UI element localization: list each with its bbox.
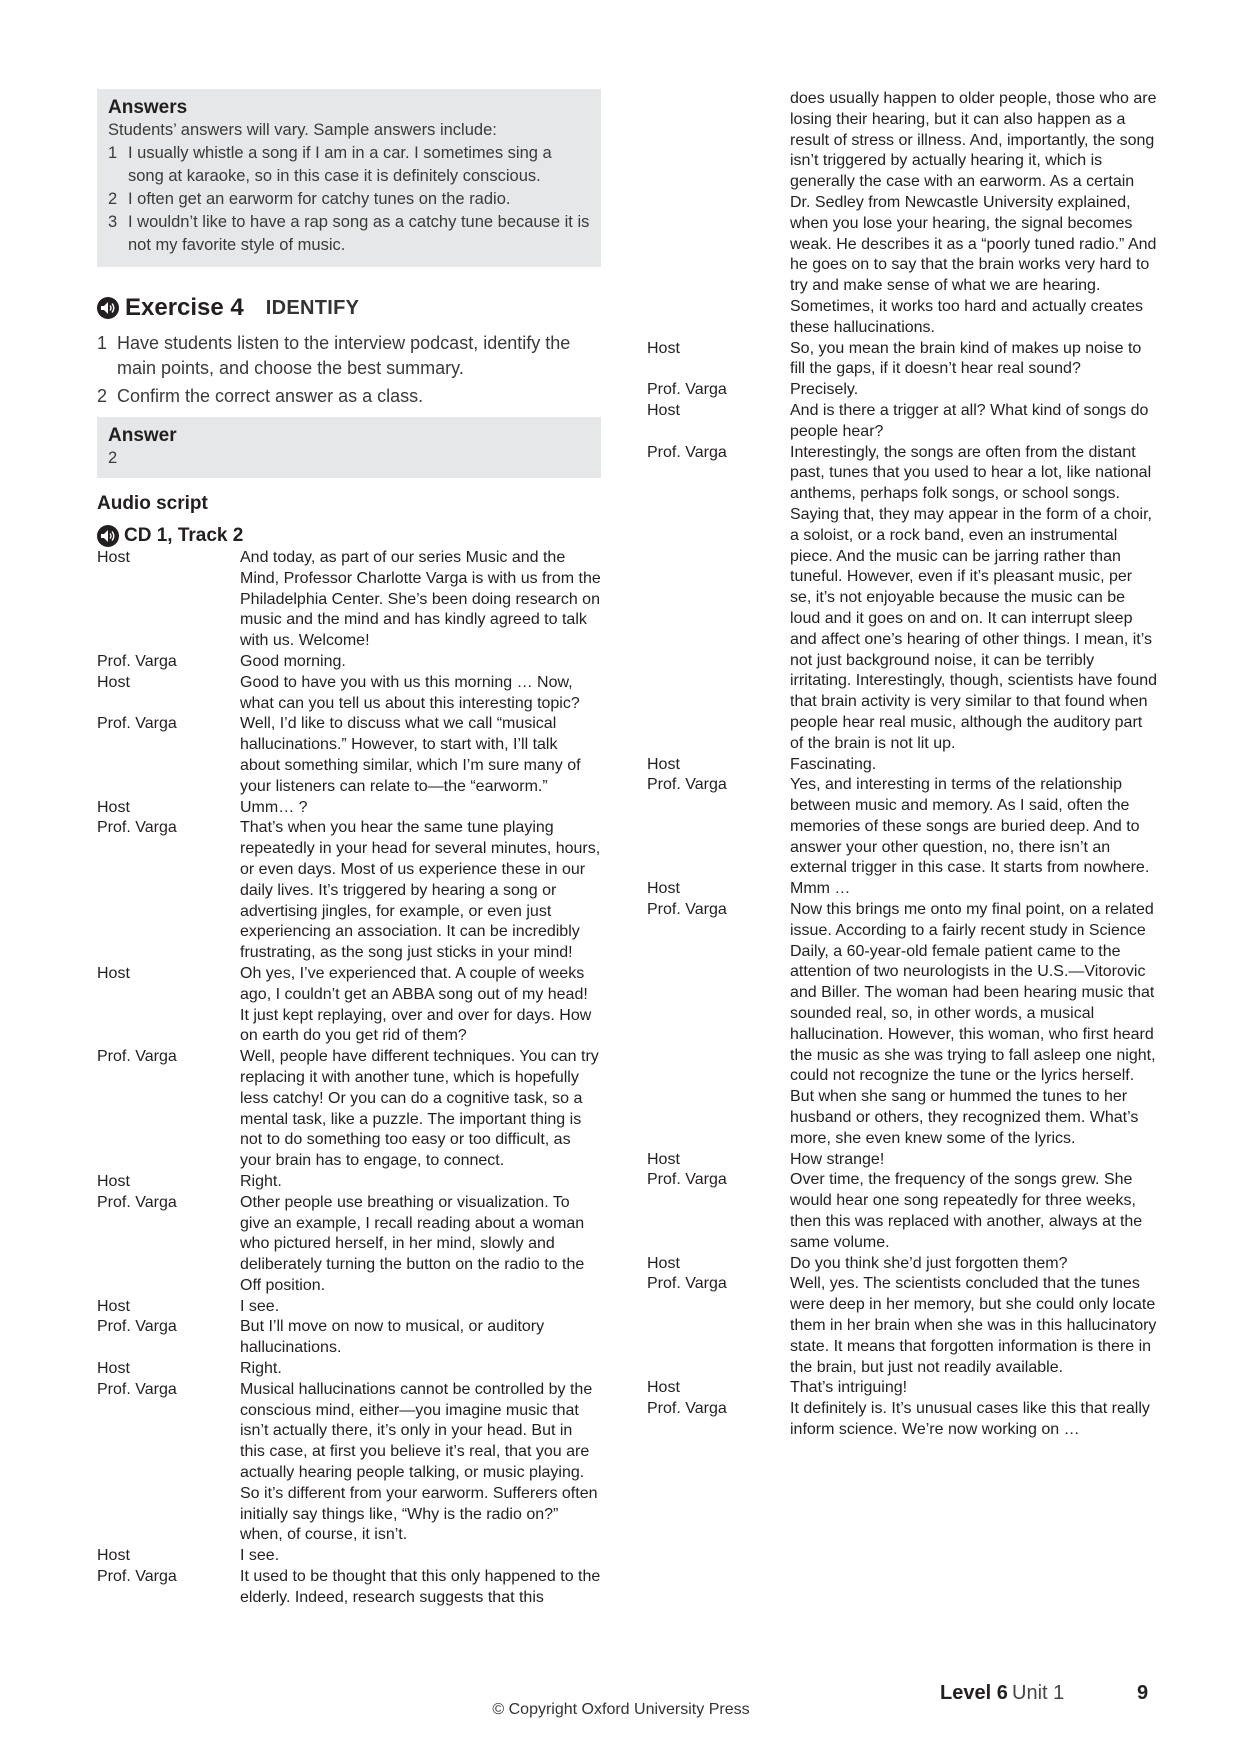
dialogue-text: Musical hallucinations cannot be controlled by the conscious mind, either—you imagine music that isn’t actually there, it’s only in your head. But in this case, at first you believe it’s real, that you are actually hearing people talking, or music playing. So it’s different from your earworm. Sufferers often initially say things like, “Why is the radio on?” when, of course, it isn’t. xyxy=(240,1380,598,1544)
page-number: 9 xyxy=(1137,1682,1149,1704)
speaker-label: Host xyxy=(647,1379,680,1397)
item-number: 1 xyxy=(108,144,118,162)
speaker-label: Prof. Varga xyxy=(647,1171,727,1189)
dialogue-text: And is there a trigger at all? What kind of songs do people hear? xyxy=(790,401,1149,440)
script-line xyxy=(97,1317,601,1359)
answer-value: 2 xyxy=(108,449,118,467)
speaker-label: Prof. Varga xyxy=(97,1318,177,1336)
script-line xyxy=(97,1567,601,1609)
script-line xyxy=(97,673,601,715)
item-number: 2 xyxy=(108,190,118,208)
speaker-label: Host xyxy=(647,1150,680,1168)
speaker-label: Prof. Varga xyxy=(97,1568,177,1586)
speaker-label: Prof. Varga xyxy=(647,1400,727,1418)
speaker-label: Host xyxy=(647,339,680,357)
exercise-steps xyxy=(97,331,601,409)
list-item xyxy=(108,211,591,257)
script-line xyxy=(97,1172,601,1193)
dialogue-text: Interestingly, the songs are often from the distant past, tunes that you used to hear a lot, like national anthems, perhaps folk songs, or school songs. Saying that, they may appear in the form of a choir, a soloist, or a rock band, even an instrumental piece. And the music can be jarring rather than tuneful. However, even if it’s pleasant music, per se, it’s not enjoyable because the music can be loud and it goes on and on. It can interrupt sleep and affect one’s hearing of other things. I mean, it’s not just background noise, it can be terribly irritating. Interestingly, though, scientists have found that brain activity is very similar to that found when people hear real music, although the auditory part of the brain is not lit up. xyxy=(790,443,1158,752)
dialogue-text: Over time, the frequency of the songs grew. She would hear one song repeatedly for three weeks, then this was replaced with another, always at the same volume. xyxy=(790,1171,1143,1251)
script-line xyxy=(97,1047,601,1172)
exercise-subtitle: IDENTIFY xyxy=(265,296,360,319)
dialogue-text: does usually happen to older people, those who are losing their hearing, but it can also happen as a result of stress or illness. And, importantly, the song isn’t triggered by actually hearing it, which is generally the case with an earworm. As a certain Dr. Sedley from Newcastle University explained, when you lose your hearing, the signal becomes weak. He describes it as a “poorly tuned radio.” And he goes on to say that the brain works very hard to try and make sense of what we are hearing. Sometimes, it works too hard and actually creates these hallucinations. xyxy=(790,90,1157,336)
track-heading xyxy=(97,524,601,548)
speaker-label: Host xyxy=(97,1360,130,1378)
speaker-label: Prof. Varga xyxy=(647,443,727,461)
script-line xyxy=(97,1359,601,1380)
script-line xyxy=(647,775,1157,879)
speaker-label: Host xyxy=(97,798,130,816)
script-left xyxy=(97,548,601,1609)
speaker-label: Host xyxy=(97,1547,130,1565)
speaker-label: Prof. Varga xyxy=(97,1380,177,1398)
track-title: CD 1, Track 2 xyxy=(124,525,244,546)
dialogue-text: Well, yes. The scientists concluded that the tunes were deep in her memory, but she could only locate them in her brain when she was in this hallucinatory state. It means that forgotten information is there in the brain, but just not readily available. xyxy=(790,1275,1157,1376)
dialogue-text: Other people use breathing or visualization. To give an example, I recall reading about a woman who pictured herself, in her mind, slowly and deliberately turning the button on the radio to the Off position. xyxy=(240,1193,585,1294)
script-line xyxy=(97,714,601,797)
item-number: 3 xyxy=(108,213,118,231)
answers-title: Answers xyxy=(108,97,188,118)
speaker-label: Host xyxy=(97,549,130,566)
dialogue-text: How strange! xyxy=(790,1150,885,1168)
dialogue-text: But I’ll move on now to musical, or auditory hallucinations. xyxy=(240,1318,545,1357)
right-column xyxy=(647,89,1157,1441)
dialogue-text: It definitely is. It’s unusual cases like this that really inform science. We’re now working on … xyxy=(790,1400,1150,1438)
script-line xyxy=(647,755,1157,776)
dialogue-text: That’s when you hear the same tune playing repeatedly in your head for several minutes, hours, or even days. Most of us experience these in our daily lives. It’s triggered by hearing a song or advertising jingles, for example, or even just experiencing an association. It can be incredibly frustrating, as the song just sticks in your mind! xyxy=(240,819,601,962)
dialogue-text: Good to have you with us this morning … Now, what can you tell us about this interesting topic? xyxy=(240,673,580,712)
answer-box xyxy=(97,417,601,478)
script-line xyxy=(647,339,1157,381)
dialogue-text: Mmm … xyxy=(790,880,851,898)
left-column xyxy=(97,89,601,1609)
step-text: Confirm the correct answer as a class. xyxy=(117,386,424,406)
dialogue-text: Precisely. xyxy=(790,381,859,399)
list-item xyxy=(108,188,591,211)
speaker-label: Prof. Varga xyxy=(647,381,727,399)
step-text: Have students listen to the interview podcast, identify the main points, and choose the best summary. xyxy=(117,333,571,378)
dialogue-text: And today, as part of our series Music and the Mind, Professor Charlotte Varga is with us from the Philadelphia Center. She’s been doing research on music and the mind and has kindly agreed to talk with us. Welcome! xyxy=(240,549,601,650)
dialogue-text: Fascinating. xyxy=(790,755,877,773)
script-line xyxy=(97,798,601,819)
dialogue-text: Well, people have different techniques. You can try replacing it with another tune, which is hopefully less catchy! Or you can do a cognitive task, so a mental task, like a puzzle. The important thing is not to do something too easy or too difficult, as your brain has to engage, to connect. xyxy=(240,1048,599,1170)
item-text: I usually whistle a song if I am in a car. I sometimes sing a song at karaoke, so in this case it is definitely conscious. xyxy=(128,144,552,185)
script-line xyxy=(97,548,601,652)
dialogue-text: It used to be thought that this only happened to the elderly. Indeed, research suggests that this xyxy=(240,1568,601,1606)
speaker-label: Prof. Varga xyxy=(97,1193,177,1211)
dialogue-text: So, you mean the brain kind of makes up noise to fill the gaps, if it doesn’t hear real sound? xyxy=(790,339,1142,378)
exercise-heading xyxy=(97,293,601,323)
dialogue-text: Right. xyxy=(240,1360,282,1378)
speaker-label: Prof. Varga xyxy=(97,715,177,733)
speaker-label xyxy=(647,89,790,339)
dialogue-text: I see. xyxy=(240,1547,280,1565)
dialogue-text: Yes, and interesting in terms of the relationship between music and memory. As I said, often the memories of these songs are buried deep. And to answer your other question, no, there isn’t an external trigger in this case. It starts from nowhere. xyxy=(790,776,1150,877)
speaker-label: Host xyxy=(97,673,130,691)
script-line xyxy=(97,1297,601,1318)
script-line xyxy=(97,818,601,964)
script-line xyxy=(97,964,601,1047)
dialogue-text: Umm… ? xyxy=(240,798,308,816)
speaker-label: Host xyxy=(97,964,130,982)
script-line xyxy=(647,89,1157,339)
script-line xyxy=(647,443,1157,755)
dialogue-text: Now this brings me onto my final point, on a related issue. According to a fairly recent study in Science Daily, a 60-year-old female patient came to the attention of two neurologists in the U.S.—Vitorovic and Biller. The woman had been hearing music that sounded real, so, in other words, a musical hallucination. However, this woman, who first heard the music as she was trying to fall asleep one night, could not recognize the tune or the lyrics herself. But when she sang or hummed the tunes to her husband or others, they recognized them. What’s more, she even knew some of the lyrics. xyxy=(790,901,1156,1147)
dialogue-text: That’s intriguing! xyxy=(790,1379,908,1397)
dialogue-text: I see. xyxy=(240,1297,280,1315)
audio-script-title: Audio script xyxy=(97,493,208,514)
item-text: I wouldn’t like to have a rap song as a catchy tune because it is not my favorite style of music. xyxy=(128,213,590,254)
speaker-label: Host xyxy=(647,401,680,419)
script-line xyxy=(97,1546,601,1567)
dialogue-text: Good morning. xyxy=(240,652,346,670)
speaker-label: Prof. Varga xyxy=(97,652,177,670)
script-line xyxy=(647,401,1157,443)
dialogue-text: Right. xyxy=(240,1172,282,1190)
item-text: I often get an earworm for catchy tunes on the radio. xyxy=(128,190,511,208)
speaker-label: Prof. Varga xyxy=(647,776,727,794)
script-line xyxy=(97,1193,601,1297)
speaker-label: Host xyxy=(647,1254,680,1272)
script-line xyxy=(647,879,1157,900)
speaker-label: Prof. Varga xyxy=(647,901,727,919)
answers-list xyxy=(108,142,591,257)
speaker-label: Prof. Varga xyxy=(647,1275,727,1293)
script-right xyxy=(647,89,1157,1441)
list-item xyxy=(97,384,601,409)
speaker-label: Host xyxy=(97,1297,130,1315)
script-line xyxy=(97,1380,601,1546)
copyright: © Copyright Oxford University Press xyxy=(492,1701,750,1718)
script-line xyxy=(97,652,601,673)
step-number: 2 xyxy=(97,386,108,406)
speaker-label: Host xyxy=(97,1172,130,1190)
speaker-icon xyxy=(97,525,119,547)
step-number: 1 xyxy=(97,333,108,353)
script-line xyxy=(647,1254,1157,1275)
script-line xyxy=(647,1150,1157,1171)
exercise-title: Exercise 4 xyxy=(125,294,244,321)
footer-level: Level 6 xyxy=(940,1682,1008,1704)
answers-box xyxy=(97,89,601,267)
answer-title: Answer xyxy=(108,425,177,446)
script-line xyxy=(647,1378,1157,1399)
script-line xyxy=(647,1274,1157,1378)
dialogue-text: Well, I’d like to discuss what we call “musical hallucinations.” However, to start with, I’ll talk about something similar, which I’m sure many of your listeners can relate to—the “earworm.” xyxy=(240,715,581,795)
dialogue-text: Oh yes, I’ve experienced that. A couple of weeks ago, I couldn’t get an ABBA song out of my head! It just kept replaying, over and over for days. How on earth do you get rid of them? xyxy=(240,964,592,1045)
script-line xyxy=(647,900,1157,1150)
list-item xyxy=(97,331,601,381)
list-item xyxy=(108,142,591,188)
speaker-label: Host xyxy=(647,880,680,898)
speaker-label: Prof. Varga xyxy=(97,1048,177,1066)
dialogue-text: Do you think she’d just forgotten them? xyxy=(790,1254,1068,1272)
speaker-label: Host xyxy=(647,755,680,773)
script-line xyxy=(647,1170,1157,1253)
speaker-icon xyxy=(97,297,119,319)
script-line xyxy=(647,1399,1157,1441)
script-line xyxy=(647,380,1157,401)
speaker-label: Prof. Varga xyxy=(97,819,177,837)
answers-intro: Students’ answers will vary. Sample answers include: xyxy=(108,121,497,139)
footer-unit: Unit 1 xyxy=(1012,1682,1065,1704)
